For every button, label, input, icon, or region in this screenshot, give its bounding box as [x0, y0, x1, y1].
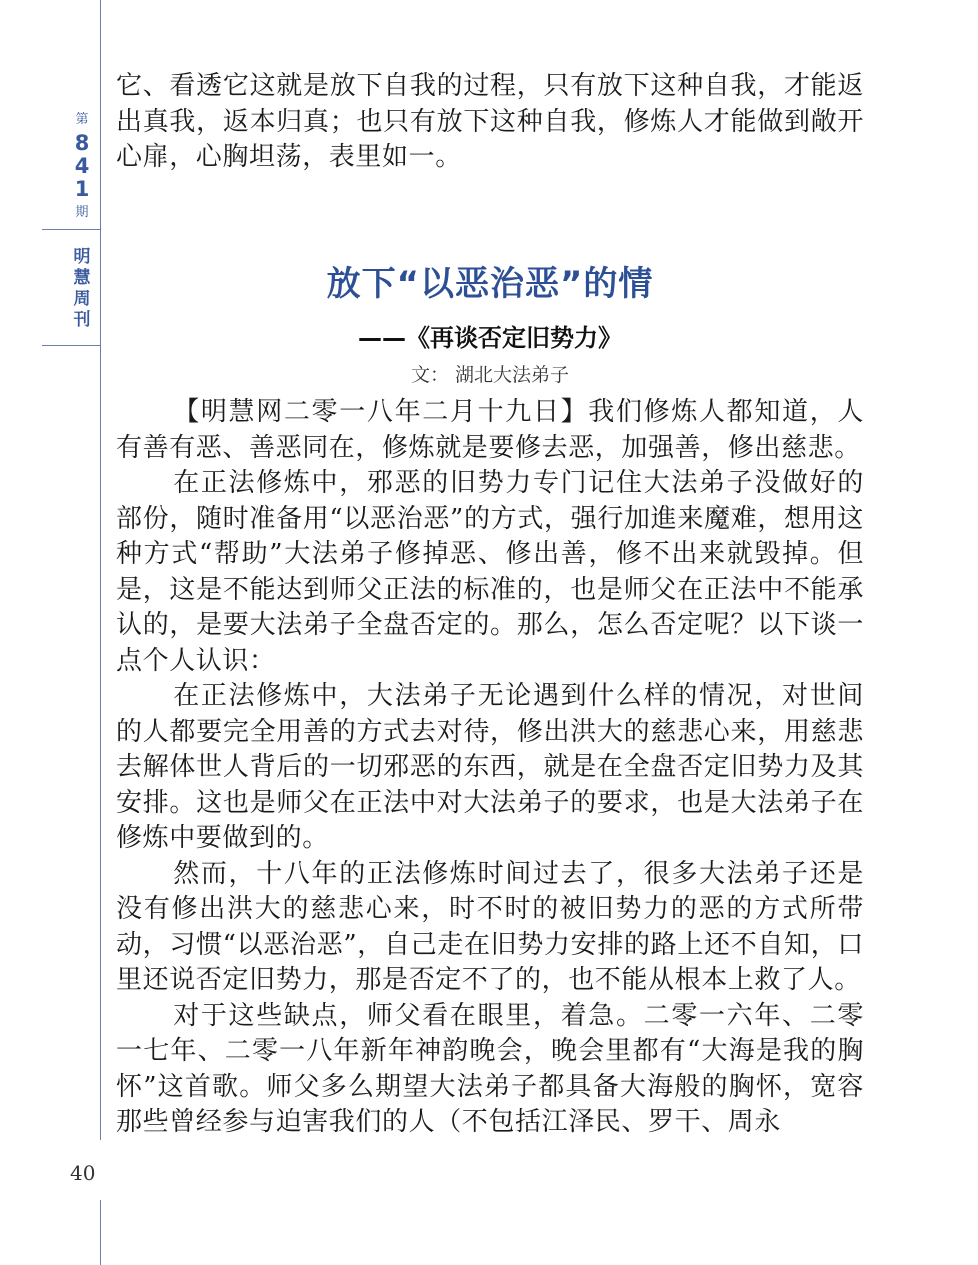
publication-char: 慧	[73, 268, 91, 288]
issue-digit: 4	[74, 154, 90, 178]
article-paragraph: 在正法修炼中，邪恶的旧势力专门记住大法弟子没做好的部份，随时准备用“以恶治恶”的方式，强行加進来魔难，想用这种方式“帮助”大法弟子修掉恶、修出善，修不出来就毁掉。但是，这是不能达到师父正法的标准的，也是师父在正法中不能承认的，是要大法弟子全盘否定的。那么，怎么否定呢？以下谈一点个人认识：	[116, 468, 864, 676]
article-author: 文： 湖北大法弟子	[410, 364, 570, 386]
article-body	[116, 395, 864, 1141]
intro-text	[116, 69, 864, 176]
margin-rule-bottom	[100, 1200, 101, 1265]
article-paragraph: 在正法修炼中，大法弟子无论遇到什么样的情况，对世间的人都要完全用善的方式去对待，修出洪大的慈悲心来，用慈悲去解体世人背后的一切邪恶的东西，就是在全盘否定旧势力及其安排。这也是师父在正法中对大法弟子的要求，也是大法弟子在修炼中要做到的。	[116, 681, 864, 853]
publication-char: 周	[73, 289, 91, 309]
publication-char: 明	[73, 247, 91, 267]
article-title: 放下“以恶治恶”的情	[326, 264, 654, 304]
sidebar-divider	[42, 345, 100, 346]
article-paragraph: 【明慧网二零一八年二月十九日】我们修炼人都知道，人有善有恶、善恶同在，修炼就是要修去恶，加强善，修出慈悲。	[116, 397, 864, 463]
publication-name	[62, 247, 102, 331]
article-paragraph: 对于这些缺点，师父看在眼里，着急。二零一六年、二零一七年、二零一八年新年神韵晚会，晚会里都有“大海是我的胸怀”这首歌。师父多么期望大法弟子都具备大海般的胸怀，宽容那些曾经参与迫害我们的人（不包括江泽民、罗干、周永	[116, 1000, 864, 1137]
intro-paragraph: 它、看透它这就是放下自我的过程，只有放下这种自我，才能返出真我，返本归真；也只有放下这种自我，修炼人才能做到敞开心扉，心胸坦荡，表里如一。	[116, 71, 864, 172]
issue-number	[62, 108, 102, 225]
page-number: 40	[70, 1161, 96, 1185]
issue-suffix: 期	[75, 205, 89, 220]
article-subtitle: ——《再谈否定旧势力》	[358, 324, 622, 352]
sidebar-divider	[42, 229, 100, 230]
article-paragraph: 然而，十八年的正法修炼时间过去了，很多大法弟子还是没有修出洪大的慈悲心来，时不时的被旧势力的恶的方式所带动，习惯“以恶治恶”，自己走在旧势力安排的路上还不自知，口里还说否定旧势力，那是否定不了的，也不能从根本上救了人。	[116, 858, 864, 995]
issue-digit: 8	[74, 131, 90, 155]
issue-prefix: 第	[75, 112, 89, 127]
issue-digit: 1	[74, 177, 90, 201]
publication-char: 刊	[73, 310, 91, 330]
